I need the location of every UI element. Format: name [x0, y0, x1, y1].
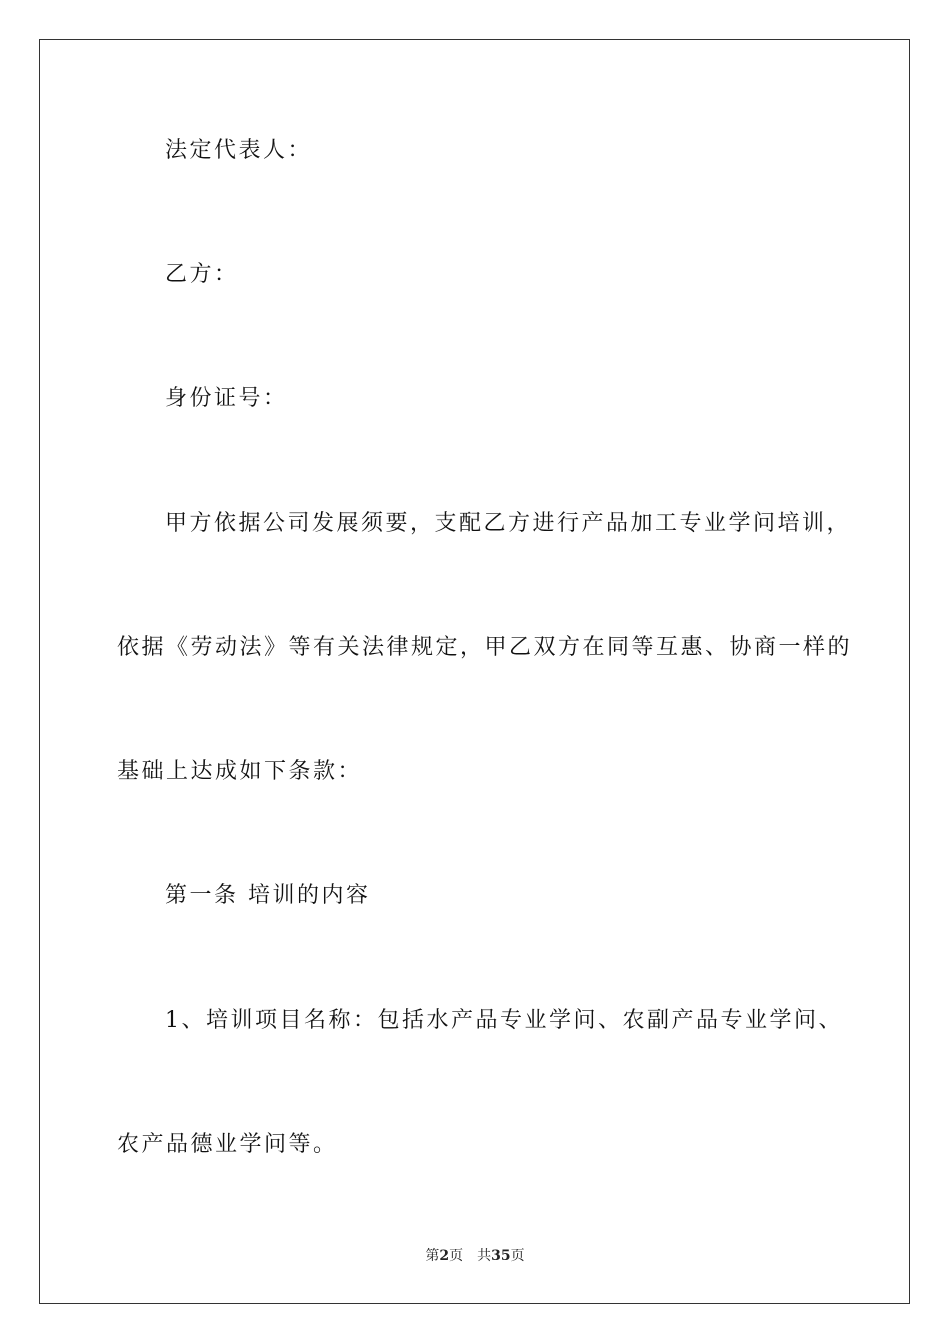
total-prefix: 共 [477, 1248, 492, 1264]
page-prefix: 第 [425, 1248, 440, 1264]
page-total: 35 [491, 1248, 511, 1264]
page-suffix: 页 [449, 1248, 464, 1264]
item-one-line-2: 农产品德业学问等。 [117, 1132, 338, 1157]
party-b-label: 乙方： [165, 262, 239, 287]
page-current: 2 [439, 1248, 450, 1264]
paragraph-line-1: 甲方依据公司发展须要，支配乙方进行产品加工专业学问培训， [165, 511, 852, 536]
paragraph-line-2: 依据《劳动法》等有关法律规定，甲乙双方在同等互惠、协商一样的 [117, 635, 853, 660]
article-one-heading: 第一条 培训的内容 [165, 883, 371, 908]
paragraph-line-3: 基础上达成如下条款： [117, 759, 363, 784]
item-one-line-1: 1、培训项目名称：包括水产品专业学问、农副产品专业学问、 [165, 1008, 843, 1033]
total-suffix: 页 [510, 1248, 525, 1264]
legal-representative-label: 法定代表人： [165, 138, 313, 163]
id-number-label: 身份证号： [165, 386, 288, 411]
page-border [39, 39, 910, 1304]
page-footer [0, 1246, 950, 1266]
